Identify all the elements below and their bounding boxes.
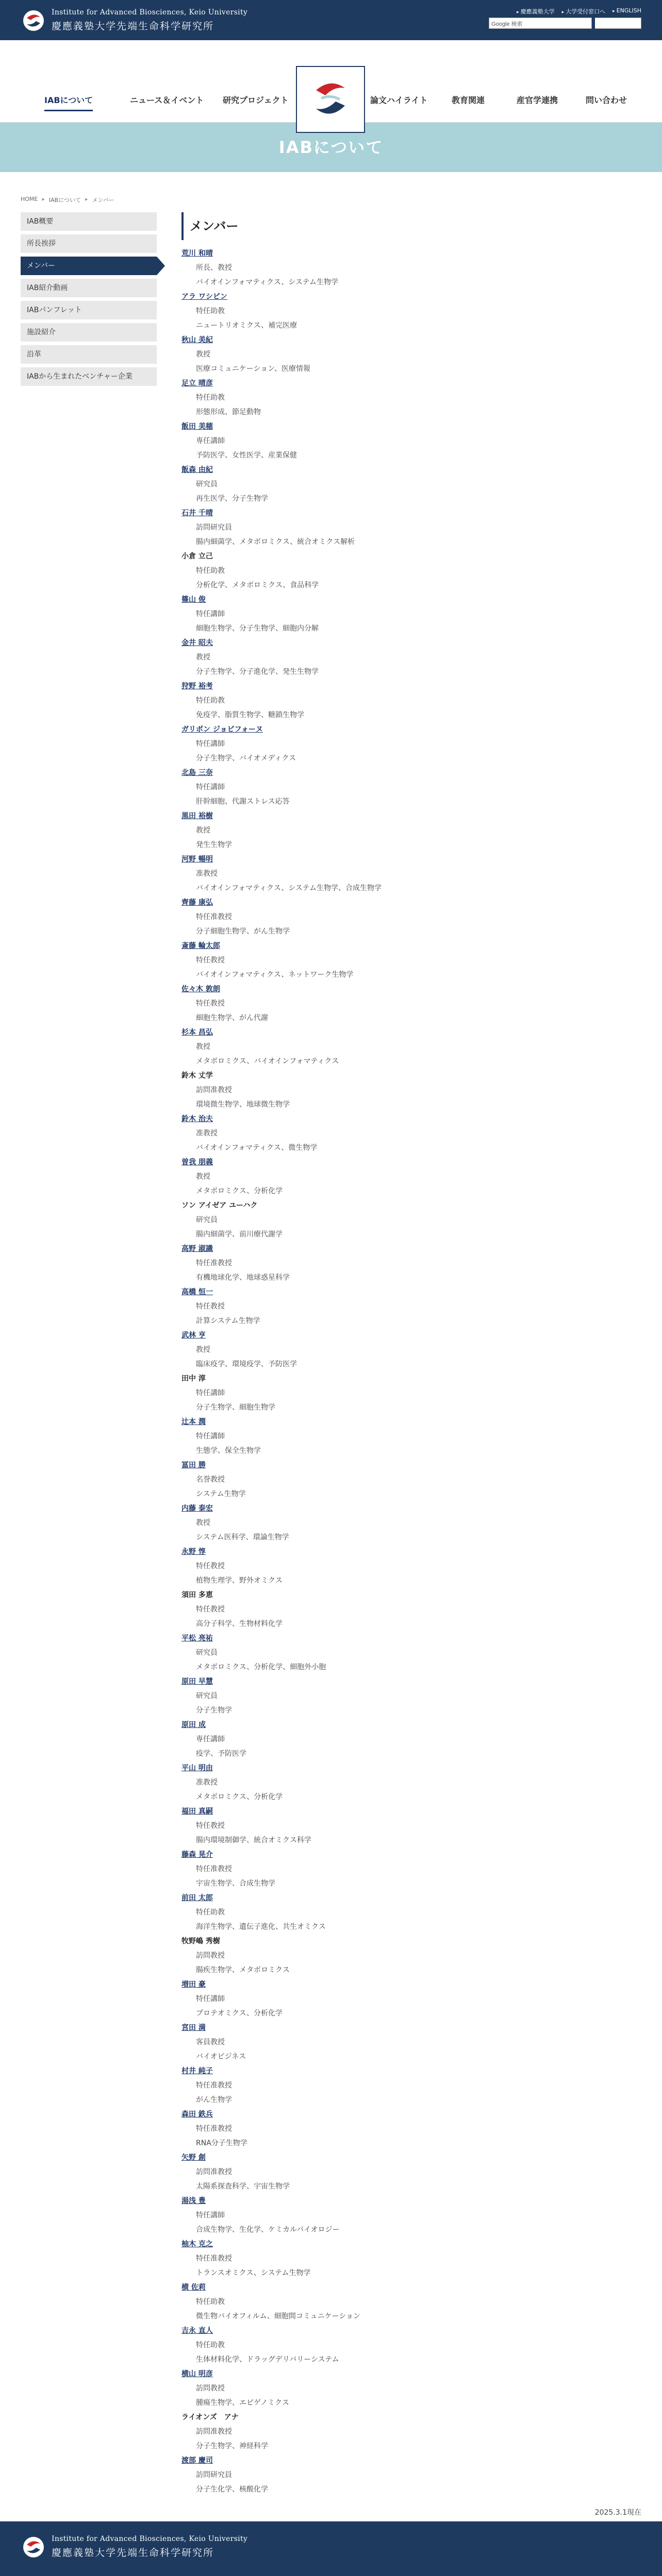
member-field: メタボロミクス、バイオインフォマティクス <box>196 1057 339 1065</box>
member-entry <box>181 1328 641 1371</box>
member-position: 特任准教授 <box>196 1259 232 1267</box>
member-name[interactable]: 森田 鉄兵 <box>181 2110 213 2119</box>
member-field: 分子生物学、バイオメディクス <box>196 754 296 762</box>
member-field: 海洋生物学、遺伝子進化、共生オミクス <box>196 1923 326 1931</box>
util-link-english[interactable]: ▸ ENGLISH <box>613 7 641 15</box>
breadcrumb-separator-icon: ▸ <box>85 196 88 202</box>
page-title: メンバー <box>181 212 641 240</box>
member-name[interactable]: 齊藤 康弘 <box>181 899 213 907</box>
member-name[interactable]: 辻本 潤 <box>181 1418 206 1426</box>
member-name[interactable]: 荒川 和晴 <box>181 249 213 258</box>
breadcrumb-about[interactable]: IABについて <box>48 197 81 204</box>
member-field: 微生物バイオフィルム、細胞間コミュニケーション <box>196 2312 361 2320</box>
member-position: 特任助教 <box>196 307 225 315</box>
breadcrumb <box>0 196 662 204</box>
member-field: 合成生物学、生化学、ケミカルバイオロジー <box>196 2226 340 2234</box>
member-position: 教授 <box>196 1346 210 1354</box>
org-name-ja: 慶應義塾大学先端生命科学研究所 <box>52 21 214 32</box>
member-position: 特任講師 <box>196 1995 225 2003</box>
member-entry <box>181 982 641 1025</box>
member-field: 免疫学、脂質生物学、糖鎖生物学 <box>196 711 304 719</box>
member-entry <box>181 1371 641 1415</box>
side-item-pamphlet[interactable]: IABパンフレット <box>21 301 157 319</box>
member-entry <box>181 1631 641 1674</box>
member-field: 分子生化学、核酸化学 <box>196 2485 268 2494</box>
member-name[interactable]: 藤森 晃介 <box>181 1851 213 1859</box>
member-entry <box>181 290 641 333</box>
member-name[interactable]: 高野 淑識 <box>181 1245 213 1253</box>
member-field: 肝幹細胞、代謝ストレス応答 <box>196 798 290 806</box>
member-field: プロテオミクス、分析化学 <box>196 2009 283 2018</box>
member-name[interactable]: 増田 豪 <box>181 1980 206 1989</box>
member-name[interactable]: 矢野 創 <box>181 2154 206 2162</box>
member-position: 特任講師 <box>196 1389 225 1397</box>
member-name[interactable]: 北島 三奈 <box>181 769 213 777</box>
member-entry <box>181 1977 641 2021</box>
member-name[interactable]: 高橋 恒一 <box>181 1288 213 1296</box>
nav-papers[interactable]: 論文ハイライト <box>370 95 428 105</box>
member-position: 特任講師 <box>196 2211 225 2219</box>
member-position: 特任助教 <box>196 394 225 402</box>
footer-org-ja: 慶應義塾大学先端生命科学研究所 <box>52 2547 214 2558</box>
member-entry <box>181 2064 641 2107</box>
member-position: 特任教授 <box>196 1302 225 1311</box>
member-position: 教授 <box>196 1043 210 1051</box>
member-field: バイオインフォマティクス、システム生物学、合成生物学 <box>196 884 382 892</box>
member-position: 特任准教授 <box>196 2255 232 2263</box>
member-entry <box>181 2367 641 2410</box>
member-field: 分子生物学、神経科学 <box>196 2442 268 2450</box>
member-field: 細胞生物学、分子生物学、細胞内分解 <box>196 624 319 633</box>
member-entry <box>181 2453 641 2497</box>
member-field: がん生物学 <box>196 2096 232 2104</box>
member-entry <box>181 2107 641 2150</box>
member-position: 所長、教授 <box>196 264 232 272</box>
member-name[interactable]: ガリボン ジョビフォーヌ <box>181 725 263 734</box>
member-name[interactable]: 斎藤 輪太郎 <box>181 942 220 950</box>
member-field: 臨床疫学、環境疫学、予防医学 <box>196 1360 297 1368</box>
member-entry <box>181 1674 641 1718</box>
nav-projects[interactable]: 研究プロジェクト <box>223 95 289 105</box>
member-position: 客員教授 <box>196 2038 225 2046</box>
member-name[interactable]: 石井 千晴 <box>181 509 213 517</box>
member-entry <box>181 1848 641 1891</box>
member-field: システム医科学、環論生物学 <box>196 1533 289 1541</box>
member-position: 特任准教授 <box>196 1865 232 1873</box>
footer <box>0 2521 662 2576</box>
member-name[interactable]: 平山 明由 <box>181 1764 213 1772</box>
member-entry <box>181 636 641 679</box>
member-name[interactable]: 福田 真嗣 <box>181 1807 213 1816</box>
member-name[interactable]: 冨田 勝 <box>181 1461 206 1469</box>
main-area <box>0 212 662 2517</box>
member-entry <box>181 1891 641 1934</box>
member-position: 特任教授 <box>196 1562 225 1570</box>
member-name[interactable]: アラ ワシビン <box>181 293 227 301</box>
member-field: 環境微生物学、地球微生物学 <box>196 1100 290 1109</box>
member-name[interactable]: 河野 暢明 <box>181 855 213 863</box>
member-name[interactable]: 黒田 裕樹 <box>181 812 213 820</box>
member-name[interactable]: 横 佐莉 <box>181 2283 206 2292</box>
member-field: 再生医学、分子生物学 <box>196 495 268 503</box>
member-name[interactable]: 吉永 直人 <box>181 2327 213 2335</box>
util-link-keio[interactable]: ▸ 慶應義塾大学 <box>517 7 555 15</box>
member-name[interactable]: 内藤 泰宏 <box>181 1504 213 1513</box>
member-entry <box>181 766 641 809</box>
member-name[interactable]: 湯浅 豊 <box>181 2197 206 2205</box>
member-name[interactable]: 足立 晴彦 <box>181 379 213 387</box>
member-name[interactable]: 宮田 満 <box>181 2024 206 2032</box>
iab-emblem-icon <box>306 75 355 124</box>
member-position: 准教授 <box>196 870 218 878</box>
member-entry <box>181 939 641 982</box>
member-field: 腫瘍生物学、エピゲノミクス <box>196 2399 289 2407</box>
member-position: 特任助教 <box>196 2298 225 2306</box>
member-position: 特任講師 <box>196 1432 225 1440</box>
member-position: 特任助教 <box>196 1908 225 1917</box>
nav-education[interactable]: 教育関連 <box>452 95 485 105</box>
member-position: 教授 <box>196 1519 210 1527</box>
member-position: 研究員 <box>196 480 218 488</box>
member-name[interactable]: 永野 惇 <box>181 1548 206 1556</box>
member-entry <box>181 246 641 290</box>
member-name: ライオンズ アナ <box>181 2413 239 2421</box>
member-position: 教授 <box>196 653 210 662</box>
member-field: 分子生物学、細胞生物学 <box>196 1403 275 1412</box>
nav-contact[interactable]: 問い合わせ <box>586 95 627 105</box>
member-name[interactable]: 原田 早慧 <box>181 1677 213 1686</box>
member-name: 牧野嶋 秀樹 <box>181 1937 220 1945</box>
member-entry <box>181 2324 641 2367</box>
member-field: メタボロミクス、分析化学 <box>196 1187 283 1195</box>
member-position: 特任教授 <box>196 1605 225 1614</box>
member-position: 教授 <box>196 826 210 835</box>
member-entry <box>181 2194 641 2237</box>
site-search <box>489 18 641 29</box>
member-field: 腸内細菌学、前川療代謝学 <box>196 1230 283 1239</box>
member-field: 太陽系探査科学、宇宙生物学 <box>196 2182 290 2191</box>
member-entry <box>181 376 641 419</box>
member-field: RNA分子生物学 <box>196 2139 247 2147</box>
breadcrumb-home[interactable]: HOME <box>21 196 38 202</box>
member-name: 小倉 立己 <box>181 552 213 561</box>
member-position: 特任助教 <box>196 567 225 575</box>
member-entry <box>181 1415 641 1458</box>
member-field: 腸疾生物学、メタボロミクス <box>196 1966 290 1974</box>
member-field: 分析化学、メタボロミクス、食品科学 <box>196 581 319 589</box>
member-field: 計算システム生物学 <box>196 1317 260 1325</box>
member-entry <box>181 549 641 592</box>
member-field: 植物生理学、野外オミクス <box>196 1577 283 1585</box>
member-entry <box>181 1934 641 1977</box>
updated-date: 2025.3.1現在 <box>594 2509 641 2517</box>
member-entry <box>181 592 641 636</box>
member-name[interactable]: 杉本 昌弘 <box>181 1028 213 1037</box>
member-entry <box>181 1242 641 1285</box>
member-name[interactable]: 横山 明彦 <box>181 2370 213 2378</box>
side-item-members[interactable]: メンバー <box>21 257 157 275</box>
member-position: 訪問准教授 <box>196 2168 232 2176</box>
global-nav <box>0 40 662 123</box>
member-position: 教授 <box>196 350 210 359</box>
member-position: 専任講師 <box>196 1735 225 1743</box>
member-position: 教授 <box>196 1173 210 1181</box>
member-entry <box>181 1458 641 1501</box>
member-field: 分子生物学 <box>196 1706 232 1715</box>
member-name: 鈴木 丈学 <box>181 1072 213 1080</box>
member-field: 高分子科学、生物材料化学 <box>196 1620 283 1628</box>
member-field: 疫学、予防医学 <box>196 1750 246 1758</box>
member-name[interactable]: 柚木 克之 <box>181 2240 213 2248</box>
member-entry <box>181 1155 641 1198</box>
banner-title: IABについて <box>278 138 384 157</box>
member-name[interactable]: 飯田 美穂 <box>181 422 213 431</box>
member-field: 医療コミュニケーション、医療情報 <box>196 365 311 373</box>
member-entry <box>181 2021 641 2064</box>
member-name[interactable]: 前田 太郎 <box>181 1894 213 1902</box>
member-name[interactable]: 渡部 慶司 <box>181 2456 213 2465</box>
top-header <box>0 0 662 40</box>
member-field: 形態形成、節足動物 <box>196 408 261 416</box>
member-field: バイオインフォマティクス、ネットワーク生物学 <box>196 971 354 979</box>
member-field: 腸内環境制御学、統合オミクス科学 <box>196 1836 311 1844</box>
member-field: バイオインフォマティクス、微生物学 <box>196 1144 318 1152</box>
side-item-greeting[interactable]: 所長挨拶 <box>21 234 157 253</box>
member-entry <box>181 1069 641 1112</box>
member-entry <box>181 2237 641 2280</box>
side-item-video[interactable]: IAB紹介動画 <box>21 279 157 297</box>
member-name[interactable]: 平松 亮祐 <box>181 1634 213 1642</box>
member-name[interactable]: 篠山 俊 <box>181 596 206 604</box>
member-entry <box>181 809 641 852</box>
member-position: 訪問研究員 <box>196 523 232 532</box>
member-entry <box>181 1198 641 1242</box>
member-position: 特任助教 <box>196 2341 225 2349</box>
member-name[interactable]: 鈴木 治夫 <box>181 1115 213 1123</box>
member-list <box>181 246 641 2497</box>
member-position: 訪問教授 <box>196 2384 225 2393</box>
member-entry <box>181 1285 641 1328</box>
member-name: 田中 淳 <box>181 1375 206 1383</box>
member-position: 特任准教授 <box>196 913 232 921</box>
member-name[interactable]: 原田 成 <box>181 1721 206 1729</box>
search-input[interactable]: Google 検索 <box>489 18 592 29</box>
member-position: 研究員 <box>196 1692 218 1700</box>
member-field: 宇宙生物学、合成生物学 <box>196 1879 275 1888</box>
member-entry <box>181 1804 641 1848</box>
member-position: 訪問准教授 <box>196 2428 232 2436</box>
member-entry <box>181 1025 641 1069</box>
member-name[interactable]: 村井 純子 <box>181 2067 213 2075</box>
member-name: 須田 多恵 <box>181 1591 213 1599</box>
search-button[interactable] <box>595 18 641 29</box>
member-position: 特任教授 <box>196 1822 225 1830</box>
member-field: バイオビジネス <box>196 2053 246 2061</box>
member-entry <box>181 722 641 766</box>
member-position: 訪問教授 <box>196 1952 225 1960</box>
member-entry <box>181 2150 641 2194</box>
member-field: 細胞生物学、がん代謝 <box>196 1014 268 1022</box>
member-field: ニュートリオミクス、補完医療 <box>196 321 297 330</box>
member-position: 訪問准教授 <box>196 1086 232 1094</box>
member-field: トランスオミクス、システム生物学 <box>196 2269 311 2277</box>
member-entry <box>181 506 641 549</box>
utility-links <box>517 7 641 15</box>
member-field: バイオインフォマティクス、システム生物学 <box>196 278 338 286</box>
member-entry <box>181 895 641 939</box>
member-entry <box>181 1545 641 1588</box>
logo-mark-icon <box>21 9 46 32</box>
member-position: 特任教授 <box>196 999 225 1008</box>
member-field: 生態学、保全生物学 <box>196 1447 261 1455</box>
member-entry <box>181 2410 641 2453</box>
member-name[interactable]: 秋山 美紀 <box>181 336 213 344</box>
footer-logo[interactable] <box>21 2535 247 2559</box>
member-entry <box>181 1588 641 1631</box>
member-position: 准教授 <box>196 1778 218 1787</box>
nav-about[interactable]: IABについて <box>44 94 93 111</box>
side-item-facilities[interactable]: 施設紹介 <box>21 323 157 342</box>
member-field: 腸内細菌学、メタボロミクス、統合オミクス解析 <box>196 538 355 546</box>
util-link-contact[interactable]: ▸ 大学受付窓口へ <box>562 7 606 15</box>
member-entry <box>181 1501 641 1545</box>
member-position: 特任講師 <box>196 740 225 748</box>
side-item-overview[interactable]: IAB概要 <box>21 212 157 231</box>
member-position: 特任准教授 <box>196 2125 232 2133</box>
member-entry <box>181 2280 641 2324</box>
member-name[interactable]: 飯森 由紀 <box>181 466 213 474</box>
member-position: 特任准教授 <box>196 2081 232 2090</box>
nav-news[interactable]: ニュース＆イベント <box>130 95 204 105</box>
nav-industry[interactable]: 産官学連携 <box>517 95 558 105</box>
member-entry <box>181 1718 641 1761</box>
member-name: ソン アイゼア ユーハク <box>181 1201 258 1210</box>
member-field: システム生物学 <box>196 1490 246 1498</box>
member-position: 訪問研究員 <box>196 2471 232 2479</box>
member-field: 分子生物学、分子進化学、発生生物学 <box>196 668 319 676</box>
side-item-history[interactable]: 沿革 <box>21 345 157 364</box>
content-area <box>181 212 641 2552</box>
center-logo[interactable] <box>296 66 365 133</box>
member-field: メタボロミクス、分析化学、細胞外小胞 <box>196 1663 326 1671</box>
footer-org-en: Institute for Advanced Biosciences, Keio University <box>52 2535 248 2543</box>
member-entry <box>181 679 641 722</box>
member-position: 名誉教授 <box>196 1476 225 1484</box>
member-field: 有機地球化学、地球惑星科学 <box>196 1274 290 1282</box>
member-position: 研究員 <box>196 1216 218 1224</box>
member-entry <box>181 852 641 895</box>
member-name[interactable]: 金井 昭夫 <box>181 639 213 647</box>
footer-logo-mark-icon <box>21 2535 46 2559</box>
member-field: 分子細胞生物学、がん生物学 <box>196 927 290 936</box>
org-name-en: Institute for Advanced Biosciences, Keio University <box>52 8 248 16</box>
member-entry <box>181 1112 641 1155</box>
member-field: 発生生物学 <box>196 841 232 849</box>
member-name[interactable]: 狩野 裕考 <box>181 682 213 690</box>
site-logo[interactable] <box>21 8 247 32</box>
breadcrumb-separator-icon: ▸ <box>42 196 45 202</box>
member-position: 専任講師 <box>196 437 225 445</box>
member-name[interactable]: 武林 亨 <box>181 1331 206 1340</box>
member-position: 准教授 <box>196 1129 218 1138</box>
member-position: 特任講師 <box>196 610 225 618</box>
member-position: 特任講師 <box>196 783 225 791</box>
member-name[interactable]: 佐々木 敦朗 <box>181 985 220 993</box>
member-field: メタボロミクス、分析化学 <box>196 1793 283 1801</box>
side-nav <box>21 212 157 389</box>
member-field: 予防医学、女性医学、産業保健 <box>196 451 297 460</box>
member-position: 研究員 <box>196 1649 218 1657</box>
member-name[interactable]: 曽我 朋義 <box>181 1158 213 1166</box>
member-entry <box>181 463 641 506</box>
member-entry <box>181 1761 641 1804</box>
member-position: 特任教授 <box>196 956 225 964</box>
side-item-ventures[interactable]: IABから生まれたベンチャー企業 <box>21 367 157 386</box>
member-field: 生体材料化学、ドラッグデリバリーシステム <box>196 2355 339 2364</box>
breadcrumb-current: メンバー <box>92 197 114 204</box>
member-entry <box>181 333 641 376</box>
member-position: 特任助教 <box>196 697 225 705</box>
member-entry <box>181 419 641 463</box>
